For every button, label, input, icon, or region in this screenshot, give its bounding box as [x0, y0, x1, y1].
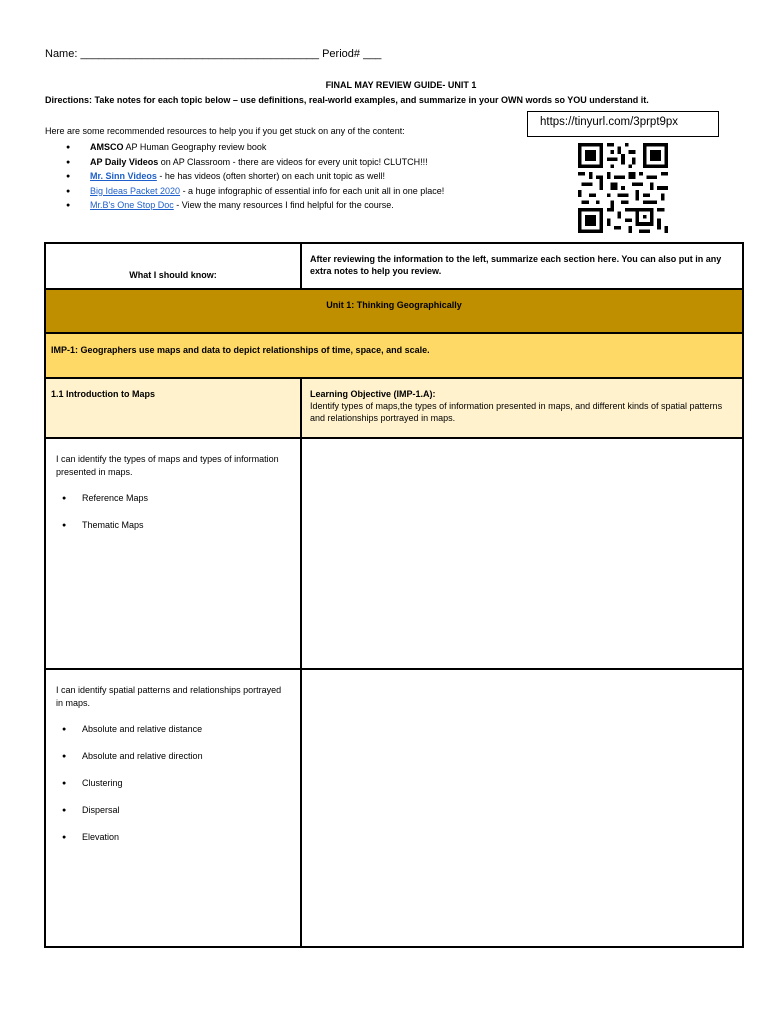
section-2-list: [56, 716, 290, 851]
imp-row: [46, 334, 742, 379]
list-item: ● Thematic Maps: [56, 512, 290, 539]
section-2-intro: I can identify spatial patterns and relationships portrayed in maps.: [56, 685, 282, 708]
unit-title: Unit 1: Thinking Geographically: [326, 300, 462, 310]
name-period-line: Name: _______________________________________ Period# ___: [45, 48, 382, 60]
section-2-content: [46, 670, 302, 946]
section-row-2: [46, 670, 742, 946]
list-item: ● Clustering: [56, 770, 290, 797]
one-stop-doc-link[interactable]: Mr.B's One Stop Doc: [90, 200, 174, 210]
section-1-intro: I can identify the types of maps and types of information presented in maps.: [56, 454, 279, 477]
big-ideas-packet-link[interactable]: Big Ideas Packet 2020: [90, 185, 181, 196]
topic-title: 1.1 Introduction to Maps: [46, 379, 302, 437]
mr-sinn-videos-link[interactable]: Mr. Sinn Videos: [90, 171, 157, 181]
list-item: ● Dispersal: [56, 797, 290, 824]
unit-title-row: [46, 290, 742, 334]
qr-code-icon: [578, 143, 668, 233]
list-item: ● Reference Maps: [56, 485, 290, 512]
list-item: ● Absolute and relative distance: [56, 716, 290, 743]
resource-desc: - a huge infographic of essential info for each unit all in one place!: [180, 185, 445, 196]
resource-item-big-ideas: [66, 186, 444, 201]
resource-desc: - View the many resources I find helpful for the course.: [173, 200, 394, 210]
list-item: ● Absolute and relative direction: [56, 743, 290, 770]
resource-bold: AMSCO: [90, 142, 124, 152]
learning-objective: [304, 379, 742, 437]
resource-desc: AP Human Geography review book: [123, 142, 267, 152]
imp-statement: IMP-1: Geographers use maps and data to depict relationships of time, space, and scale.: [51, 345, 430, 355]
review-table: [44, 242, 744, 948]
header-what-i-should-know: What I should know:: [46, 244, 302, 288]
section-1-notes-area[interactable]: [304, 439, 742, 668]
section-1-list: [56, 485, 290, 539]
topic-row: [46, 379, 742, 439]
tinyurl-box: https://tinyurl.com/3prpt9px: [527, 111, 719, 137]
resources-list: [66, 142, 444, 215]
table-header-row: [46, 244, 742, 290]
resource-desc: on AP Classroom - there are videos for every unit topic! CLUTCH!!!: [158, 156, 428, 167]
learning-objective-title: Learning Objective (IMP-1.A):: [310, 389, 436, 399]
resource-item-mr-sinn: [66, 171, 444, 186]
list-item: ● Elevation: [56, 824, 290, 851]
section-2-notes-area[interactable]: [304, 670, 742, 946]
section-1-content: [46, 439, 302, 668]
resource-item-one-stop: [66, 200, 444, 215]
resource-item-ap-daily: [66, 157, 444, 172]
resource-bold: AP Daily Videos: [90, 156, 159, 167]
section-row-1: [46, 439, 742, 670]
directions-text: Directions: Take notes for each topic below – use definitions, real-world examples, and summarize in your OWN words so YOU understand it.: [45, 95, 649, 105]
resources-intro: Here are some recommended resources to help you if you get stuck on any of the content:: [45, 126, 405, 136]
learning-objective-body: Identify types of maps,the types of information presented in maps, and different kinds of spatial patterns and relationships portrayed in maps.: [310, 401, 723, 423]
resource-item-amsco: [66, 142, 444, 157]
resource-desc: - he has videos (often shorter) on each unit topic as well!: [156, 171, 385, 181]
header-summary-instructions: After reviewing the information to the left, summarize each section here. You can also put in any extra notes to help you review.: [310, 254, 722, 276]
document-title: FINAL MAY REVIEW GUIDE- UNIT 1: [325, 80, 477, 90]
